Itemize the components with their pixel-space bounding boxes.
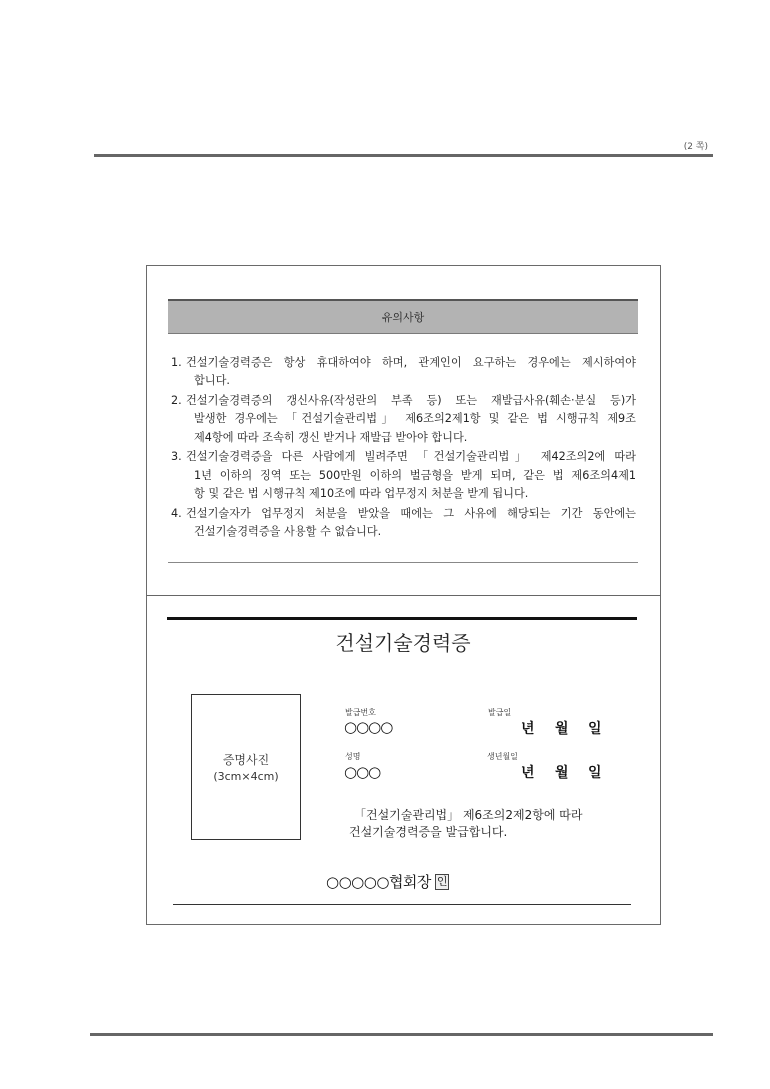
certificate-title: 건설기술경력증: [335, 631, 471, 655]
notice-heading-bar: [168, 299, 638, 334]
notice-item-text: 건설기술경력증을 다른 사람에게 빌려주면 「건설기술관리법」 제42조의2에 따라: [186, 450, 636, 463]
notice-item-number: 3.: [171, 450, 182, 463]
page-number: (2 쪽): [683, 142, 708, 152]
notice-item-text: 발생한 경우에는 「건설기술관리법」 제6조의2제1항 및 같은 법 시행규칙 제9조: [194, 412, 636, 425]
issue-date-year: 년: [521, 721, 535, 737]
name-label: 성명: [345, 752, 361, 761]
issue-number-value: ○○○○: [344, 718, 393, 736]
issuer-name: ○○○○○협회장: [326, 873, 431, 891]
notice-item-text: 건설기술경력증을 사용할 수 없습니다.: [194, 525, 382, 538]
issue-date-month: 월: [555, 721, 569, 737]
notice-item-text: 건설기술경력증은 항상 휴대하여야 하며, 관계인이 요구하는 경우에는 제시하여야: [186, 356, 636, 369]
section-divider: [146, 595, 661, 596]
issuer: [326, 872, 449, 892]
issue-date-label: 발급일: [488, 708, 512, 717]
photo-placeholder: [191, 694, 301, 840]
photo-size: (3cm×4cm): [213, 770, 279, 783]
issue-number-label: 발급번호: [345, 708, 376, 717]
notice-item-text: 합니다.: [194, 374, 230, 387]
notice-item-text: 제4항에 따라 조속히 갱신 받거나 재발급 받아야 합니다.: [194, 431, 468, 444]
notice-item-number: 4.: [171, 507, 182, 520]
header-rule: [94, 154, 713, 157]
birth-date-year: 년: [521, 765, 535, 781]
notice-item-number: 2.: [171, 394, 182, 407]
issuance-statement-line: 건설기술경력증을 발급합니다.: [349, 825, 508, 839]
photo-label: 증명사진: [222, 753, 270, 767]
birth-date-day: 일: [588, 765, 602, 781]
issue-date-day: 일: [588, 721, 602, 737]
footer-rule: [90, 1033, 713, 1036]
notice-item-text: 항 및 같은 법 시행규칙 제10조에 따라 업무정지 처분을 받게 됩니다.: [194, 487, 529, 500]
seal-stamp: 인: [436, 875, 448, 888]
certificate-bottom-rule: [173, 904, 631, 905]
notice-heading: 유의사항: [381, 311, 425, 324]
notice-bottom-rule: [168, 562, 638, 563]
issuance-statement-line: 「건설기술관리법」 제6조의2제2항에 따라: [354, 808, 583, 822]
birth-date-label: 생년월일: [487, 752, 518, 761]
birth-date-month: 월: [555, 765, 569, 781]
notice-item-number: 1.: [171, 356, 182, 369]
name-value: ○○○: [344, 763, 381, 781]
notice-item-text: 건설기술자가 업무정지 처분을 받았을 때에는 그 사유에 해당되는 기간 동안에는: [186, 507, 636, 520]
notice-item-text: 1년 이하의 징역 또는 500만원 이하의 벌금형을 받게 되며, 같은 법 제6조의4제1: [194, 469, 636, 482]
notice-item-text: 건설기술경력증의 갱신사유(작성란의 부족 등) 또는 재발급사유(훼손·분실 등)가: [186, 394, 636, 407]
certificate-top-rule: [167, 617, 637, 620]
